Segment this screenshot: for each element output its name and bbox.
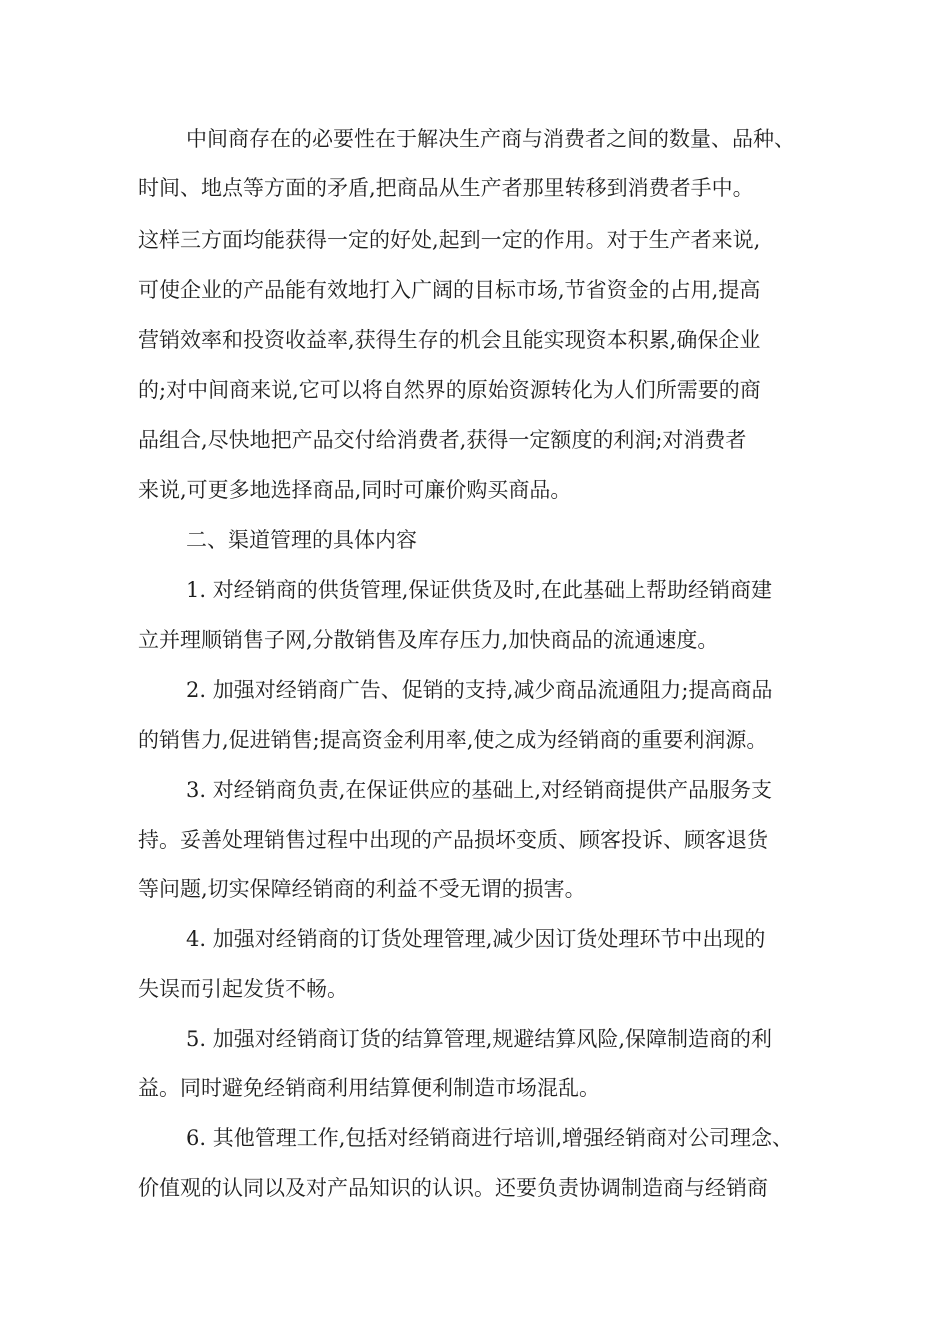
paragraph-1-line-7: 品组合,尽快地把产品交付给消费者,获得一定额度的利润;对消费者 xyxy=(138,428,747,452)
item-6-line-1: 6. 其他管理工作,包括对经销商进行培训,增强经销商对公司理念、 xyxy=(186,1126,794,1150)
item-3-line-3: 等问题,切实保障经销商的利益不受无谓的损害。 xyxy=(138,877,586,901)
item-2-line-1: 2. 加强对经销商广告、促销的支持,减少商品流通阻力;提高商品 xyxy=(186,678,773,702)
item-5-line-2: 益。同时避免经销商利用结算便利制造市场混乱。 xyxy=(138,1076,600,1100)
item-1-line-1: 1. 对经销商的供货管理,保证供货及时,在此基础上帮助经销商建 xyxy=(186,578,773,602)
paragraph-1-line-2: 时间、地点等方面的矛盾,把商品从生产者那里转移到消费者手中。 xyxy=(138,176,754,200)
item-3-line-1: 3. 对经销商负责,在保证供应的基础上,对经销商提供产品服务支 xyxy=(186,778,773,802)
paragraph-1-line-8: 来说,可更多地选择商品,同时可廉价购买商品。 xyxy=(138,478,572,502)
section-heading: 二、渠道管理的具体内容 xyxy=(186,528,417,552)
item-4-line-2: 失误而引起发货不畅。 xyxy=(138,977,348,1001)
item-3-line-2: 持。妥善处理销售过程中出现的产品损坏变质、顾客投诉、顾客退货 xyxy=(138,828,768,852)
paragraph-1-line-4: 可使企业的产品能有效地打入广阔的目标市场,节省资金的占用,提高 xyxy=(138,278,761,302)
item-6-line-2: 价值观的认同以及对产品知识的认识。还要负责协调制造商与经销商 xyxy=(138,1176,768,1200)
item-1-line-2: 立并理顺销售子网,分散销售及库存压力,加快商品的流通速度。 xyxy=(138,628,719,652)
item-4-line-1: 4. 加强对经销商的订货处理管理,减少因订货处理环节中出现的 xyxy=(186,927,766,951)
item-2-line-2: 的销售力,促进销售;提高资金利用率,使之成为经销商的重要利润源。 xyxy=(138,728,768,752)
item-5-line-1: 5. 加强对经销商订货的结算管理,规避结算风险,保障制造商的利 xyxy=(186,1027,773,1051)
paragraph-1-line-5: 营销效率和投资收益率,获得生存的机会且能实现资本积累,确保企业 xyxy=(138,328,761,352)
paragraph-1-line-3: 这样三方面均能获得一定的好处,起到一定的作用。对于生产者来说, xyxy=(138,228,761,252)
paragraph-1-line-1: 中间商存在的必要性在于解决生产商与消费者之间的数量、品种、 xyxy=(186,127,795,151)
paragraph-1-line-6: 的;对中间商来说,它可以将自然界的原始资源转化为人们所需要的商 xyxy=(138,378,761,402)
